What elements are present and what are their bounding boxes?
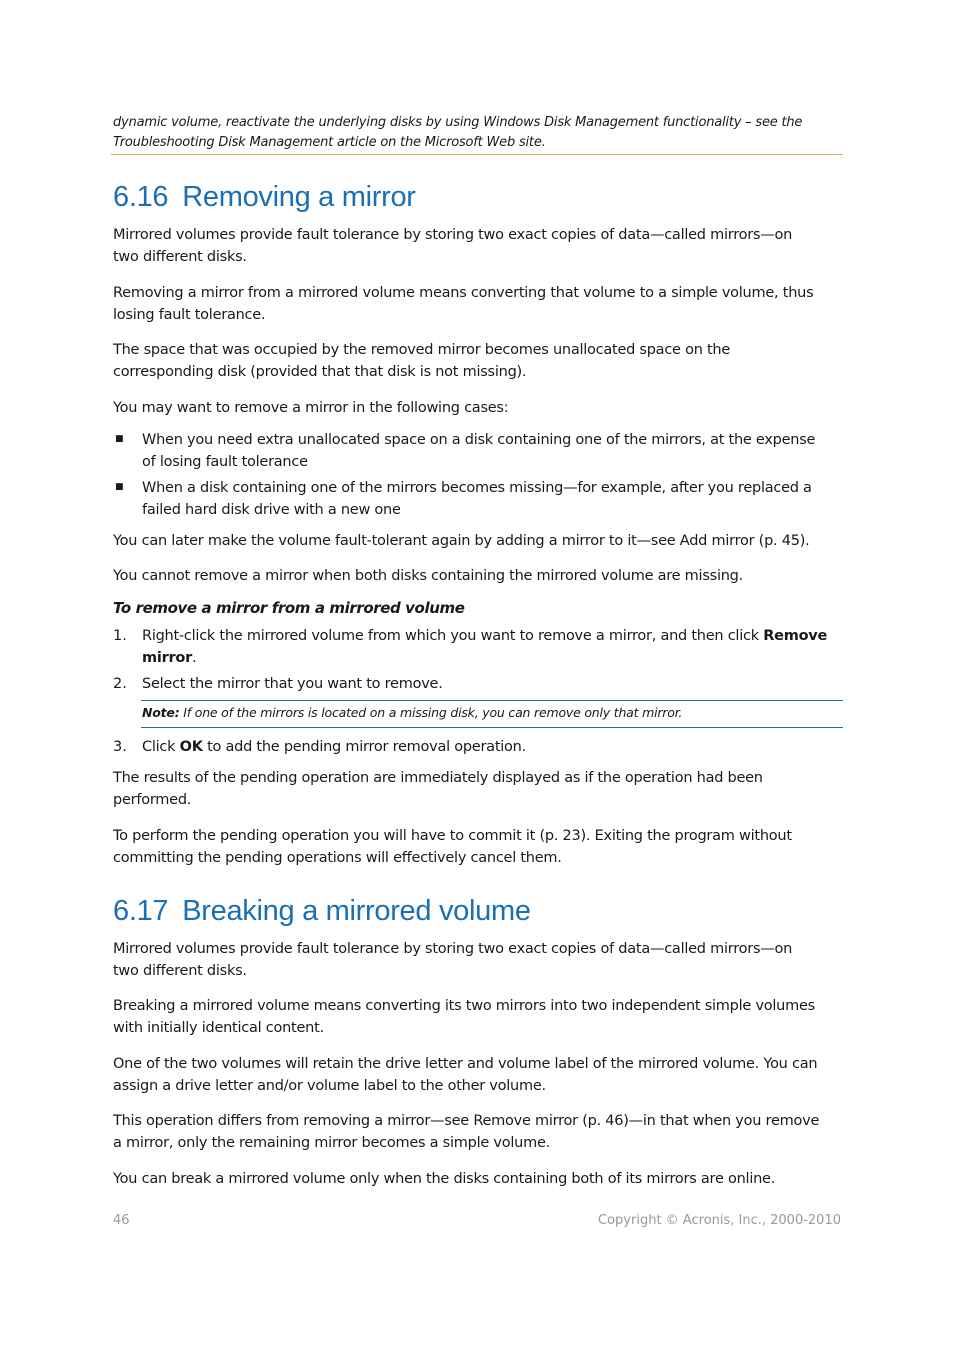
ui-term: OK xyxy=(179,739,203,755)
step-item: Select the mirror that you want to remove. xyxy=(142,676,443,692)
note-box xyxy=(141,700,843,728)
text-line: Right-click the mirrored volume from which you want to remove a mirror, and then click xyxy=(142,628,764,644)
text-line: When you need extra unallocated space on a disk containing one of the mirrors, at the expense xyxy=(142,432,816,448)
page-number: 46 xyxy=(113,1213,130,1228)
paragraph xyxy=(113,398,845,420)
paragraph xyxy=(113,939,845,982)
text-line: corresponding disk (provided that that disk is not missing). xyxy=(113,363,527,380)
step-number: 3. xyxy=(113,739,127,755)
paragraph xyxy=(113,1111,845,1154)
text-line: Removing a mirror from a mirrored volume means converting that volume to a simple volume, thus xyxy=(113,285,814,301)
text-line: You cannot remove a mirror when both disks containing the mirrored volume are missing. xyxy=(113,568,743,584)
paragraph xyxy=(113,340,845,383)
text-line: When a disk containing one of the mirrors becomes missing—for example, after you replaced a xyxy=(142,480,812,496)
text-line: two different disks. xyxy=(113,248,247,265)
continuation-note xyxy=(113,113,853,153)
section-number: 6.17 xyxy=(113,895,169,927)
note-label: Note: xyxy=(142,705,180,720)
paragraph xyxy=(113,826,845,869)
paragraph xyxy=(113,283,845,326)
note-body: If one of the mirrors is located on a missing disk, you can remove only that mirror. xyxy=(179,705,683,720)
step-number: 2. xyxy=(113,676,127,692)
paragraph xyxy=(113,1054,845,1097)
text-line: Mirrored volumes provide fault tolerance by storing two exact copies of data—called mirrors—on xyxy=(113,941,793,957)
text-line: One of the two volumes will retain the drive letter and volume label of the mirrored volume. You can xyxy=(113,1056,818,1072)
text-line: The results of the pending operation are immediately displayed as if the operation had been xyxy=(113,770,763,786)
bullet-square-icon: ■ xyxy=(115,434,124,444)
paragraph xyxy=(113,225,845,268)
paragraph xyxy=(113,1169,845,1191)
text-line: assign a drive letter and/or volume label to the other volume. xyxy=(113,1077,546,1094)
text-line: Breaking a mirrored volume means converting its two mirrors into two independent simple volumes xyxy=(113,998,815,1014)
text-line: with initially identical content. xyxy=(113,1019,324,1036)
text-line: committing the pending operations will effectively cancel them. xyxy=(113,849,562,866)
note-text xyxy=(142,705,682,720)
text-line: You can break a mirrored volume only when the disks containing both of its mirrors are online. xyxy=(113,1171,776,1187)
text-line: You can later make the volume fault-tolerant again by adding a mirror to it—see Add mirror (p. 45). xyxy=(113,533,810,549)
section-title: Breaking a mirrored volume xyxy=(182,895,531,927)
text-line: Mirrored volumes provide fault tolerance by storing two exact copies of data—called mirrors—on xyxy=(113,227,793,243)
step-number: 1. xyxy=(113,628,127,644)
continuation-divider xyxy=(111,154,843,155)
text-line: You may want to remove a mirror in the following cases: xyxy=(113,400,509,416)
text-line: to add the pending mirror removal operation. xyxy=(202,739,526,755)
procedure-heading: To remove a mirror from a mirrored volume xyxy=(113,599,465,617)
text-line: losing fault tolerance. xyxy=(113,306,266,323)
section-heading-6-17 xyxy=(113,895,531,928)
continuation-line-2: Troubleshooting Disk Management article on the Microsoft Web site. xyxy=(113,135,546,150)
text-line: To perform the pending operation you will have to commit it (p. 23). Exiting the program without xyxy=(113,828,792,844)
text-line: of losing fault tolerance xyxy=(142,453,308,470)
continuation-line-1: dynamic volume, reactivate the underlying disks by using Windows Disk Management functionality – see the xyxy=(113,115,803,130)
step-item xyxy=(142,626,847,669)
text-line: The space that was occupied by the removed mirror becomes unallocated space on the xyxy=(113,342,731,358)
text-line: . xyxy=(192,649,197,666)
section-title: Removing a mirror xyxy=(182,181,416,213)
paragraph xyxy=(113,531,845,553)
bullet-item xyxy=(142,478,842,521)
section-number: 6.16 xyxy=(113,181,169,213)
paragraph xyxy=(113,768,845,811)
text-line: a mirror, only the remaining mirror becomes a simple volume. xyxy=(113,1134,550,1151)
text-line: failed hard disk drive with a new one xyxy=(142,501,401,518)
bullet-square-icon: ■ xyxy=(115,482,124,492)
ui-term: Remove xyxy=(763,628,828,644)
text-line: performed. xyxy=(113,791,192,808)
text-line: This operation differs from removing a mirror—see Remove mirror (p. 46)—in that when you remove xyxy=(113,1113,820,1129)
copyright-notice: Copyright © Acronis, Inc., 2000-2010 xyxy=(598,1213,841,1228)
ui-term: mirror xyxy=(142,649,192,666)
paragraph xyxy=(113,996,845,1039)
paragraph xyxy=(113,566,845,588)
step-item xyxy=(142,737,526,759)
section-heading-6-16 xyxy=(113,181,416,214)
text-line: two different disks. xyxy=(113,962,247,979)
text-line: Click xyxy=(142,739,180,755)
bullet-item xyxy=(142,430,842,473)
